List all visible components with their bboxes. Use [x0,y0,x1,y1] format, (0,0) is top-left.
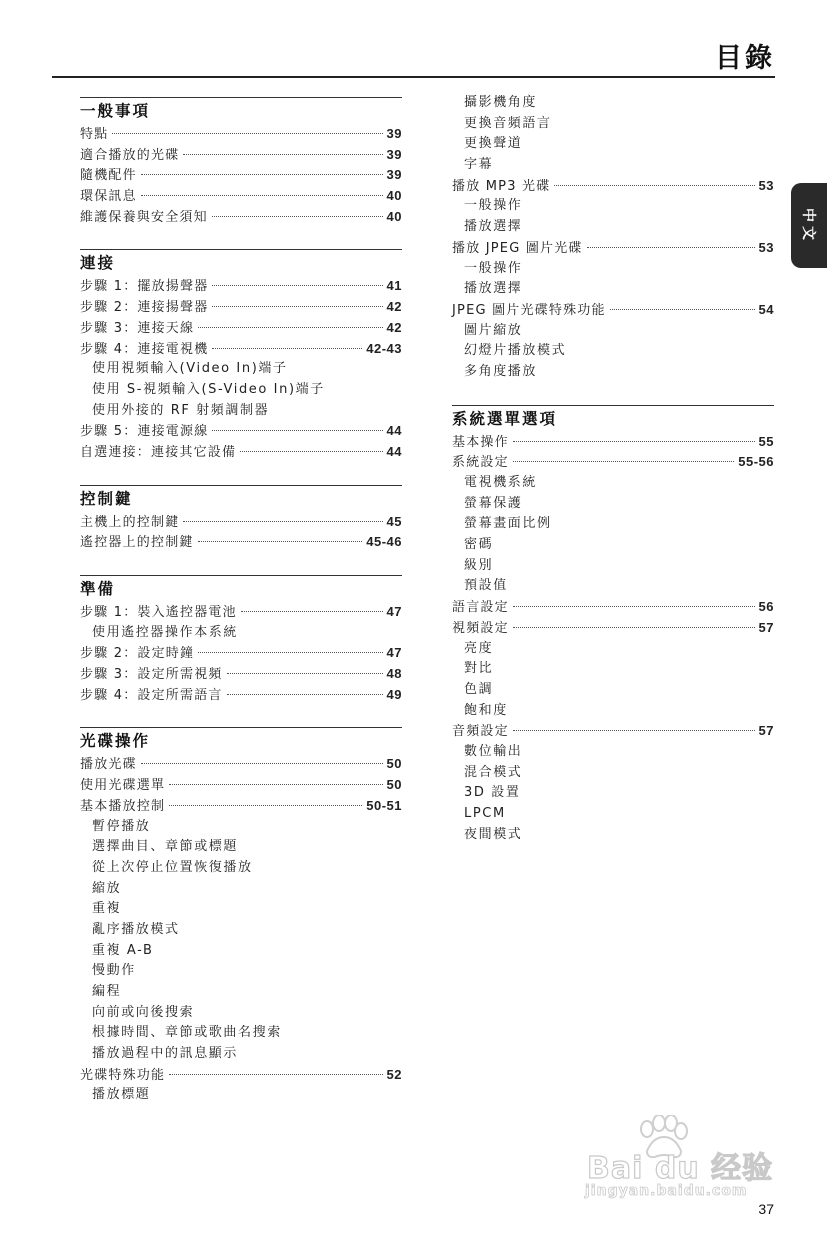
toc-entry-label: 視頻設定 [452,620,509,636]
toc-entry[interactable] [80,165,402,186]
toc-subentry[interactable]: 一般操作 [464,198,523,214]
toc-entry-label: 步驟 2：連接揚聲器 [80,300,209,316]
toc-subentry[interactable]: LPCM [464,806,506,821]
toc-entry[interactable] [80,207,402,228]
dot-leader [141,763,383,764]
dot-leader [169,784,382,785]
toc-entry-label: 基本播放控制 [80,798,166,814]
toc-section [452,93,774,383]
toc-subentry[interactable]: 色調 [464,681,494,697]
toc-subentry[interactable]: 從上次停止位置恢復播放 [92,859,253,875]
toc-entry-label: 基本操作 [452,434,509,450]
dot-leader [610,309,755,310]
dot-leader [169,1074,382,1075]
toc-entry-label: 步驟 4：設定所需語言 [80,687,223,703]
toc-entry-label: 播放光碟 [80,757,137,773]
toc-subentry[interactable]: 預設值 [464,578,508,594]
toc-entry-label: 步驟 4：連接電視機 [80,341,209,357]
section-heading: 準備 [80,575,402,602]
dot-leader [169,805,362,806]
toc-page-number: 44 [386,443,402,459]
toc-page-number: 50 [386,777,402,793]
watermark-brand: Bai du 经验 [587,1151,774,1186]
dot-leader [112,133,382,134]
toc-entry[interactable] [80,512,402,533]
toc-page-number: 41 [386,278,402,294]
toc-subentry[interactable]: 數位輸出 [464,743,523,759]
toc-subentry[interactable]: 夜間模式 [464,826,523,842]
baidu-watermark [585,1115,785,1205]
toc-entry[interactable] [80,643,402,664]
toc-section [80,727,402,1106]
toc-entry-label: 播放 JPEG 圖片光碟 [452,240,583,256]
toc-section [80,249,402,462]
toc-entry[interactable] [452,452,774,473]
toc-entry-label: 遙控器上的控制鍵 [80,535,194,551]
toc-subentry[interactable]: 多角度播放 [464,363,538,379]
toc-entry[interactable] [452,618,774,639]
section-heading: 系統選單選項 [452,405,774,432]
toc-subentry[interactable]: 重複 [92,901,122,917]
toc-page-number: 47 [386,604,402,619]
toc-subentry[interactable]: 播放選擇 [464,281,523,297]
toc-page-number: 39 [386,126,402,141]
toc-left-column [80,97,402,1106]
toc-entry-label: 使用光碟選單 [80,778,166,794]
dot-leader [227,694,383,695]
toc-entry-label: 步驟 1：裝入遙控器電池 [80,605,237,620]
toc-entry[interactable] [80,532,402,553]
toc-subentry[interactable]: 使用視頻輸入(Video In)端子 [92,361,288,377]
toc-subentry[interactable]: 圖片縮放 [464,322,523,338]
toc-subentry[interactable]: 縮放 [92,880,122,896]
toc-entry-label: 語言設定 [452,600,509,616]
toc-page-number: 55-56 [738,454,774,470]
toc-section [80,575,402,705]
toc-subentry[interactable]: 使用外接的 RF 射頻調制器 [92,402,270,418]
toc-entry[interactable] [80,1065,402,1086]
dot-leader [198,541,363,542]
dot-leader [513,441,755,442]
toc-subentry[interactable]: 更換聲道 [464,136,523,152]
toc-section [452,405,774,846]
toc-subentry[interactable]: 使用遙控器操作本系統 [92,624,239,640]
toc-page-number: 57 [758,723,774,739]
toc-entry-label: 特點 [80,127,109,142]
toc-page-number: 40 [386,208,402,224]
toc-entry-label: 步驟 3：連接天線 [80,320,195,336]
dot-leader [240,451,382,452]
toc-subentry[interactable]: 字幕 [464,157,494,173]
toc-entry[interactable] [80,145,402,166]
toc-entry-label: 音頻設定 [452,724,509,740]
toc-entry[interactable] [80,664,402,685]
toc-entry[interactable] [452,721,774,742]
toc-page-number: 45-46 [366,534,402,550]
dot-leader [141,174,383,175]
dot-leader [554,185,754,186]
toc-entry[interactable] [80,602,402,623]
dot-leader [141,195,383,196]
toc-subentry[interactable]: 亮度 [464,640,494,656]
toc-entry[interactable] [80,186,402,207]
toc-entry[interactable] [80,796,402,817]
toc-entry[interactable] [80,297,402,318]
dot-leader [513,730,755,731]
toc-entry[interactable] [80,442,402,463]
toc-entry[interactable] [452,432,774,453]
toc-entry-label: 系統設定 [452,455,509,471]
toc-entry-label: 主機上的控制鍵 [80,514,180,530]
dot-leader [212,285,382,286]
toc-subentry[interactable]: 播放選擇 [464,219,523,235]
toc-subentry[interactable]: 一般操作 [464,260,523,276]
toc-entry-label: 適合播放的光碟 [80,147,180,163]
toc-entry[interactable] [452,176,774,197]
toc-subentry[interactable]: 混合模式 [464,764,523,780]
section-heading: 連接 [80,249,402,276]
toc-entry-label: 隨機配件 [80,168,137,184]
toc-entry-label: 維護保養與安全須知 [80,209,208,225]
section-heading: 控制鍵 [80,485,402,512]
dot-leader [212,306,382,307]
toc-subentry[interactable]: 亂序播放模式 [92,921,180,937]
toc-subentry[interactable]: 使用 S-視頻輸入(S-Video In)端子 [92,381,325,397]
section-heading: 一般事項 [80,97,402,124]
toc-entry-label: 環保訊息 [80,189,137,205]
toc-page-number: 45 [386,513,402,529]
toc-subentry[interactable]: 密碼 [464,537,494,553]
toc-page-number: 40 [386,188,402,204]
dot-leader [241,611,383,612]
toc-entry[interactable] [80,421,402,442]
dot-leader [198,652,382,653]
toc-page-number: 39 [386,167,402,183]
toc-subentry[interactable]: 播放過程中的訊息顯示 [92,1046,239,1062]
toc-subentry[interactable]: 選擇曲目、章節或標題 [92,839,239,855]
language-tab-label: 中文 [800,207,816,244]
watermark-url: jingyan.baidu.com [585,1183,748,1199]
toc-entry-label: 自選連接：連接其它設備 [80,444,237,460]
toc-page-number: 50-51 [366,797,402,813]
toc-entry[interactable] [80,775,402,796]
toc-section [80,97,402,227]
toc-page-number: 49 [386,686,402,702]
toc-entry[interactable] [80,685,402,706]
toc-page-number: 42-43 [366,340,402,356]
toc-subentry[interactable]: 慢動作 [92,963,136,979]
toc-subentry[interactable]: 暫停播放 [92,818,151,834]
header-rule [52,76,775,78]
toc-subentry[interactable]: 向前或向後搜索 [92,1004,195,1020]
toc-entry-label: 步驟 2：設定時鐘 [80,646,195,662]
toc-subentry[interactable]: 幻燈片播放模式 [464,343,567,359]
toc-subentry[interactable]: 播放標題 [92,1087,151,1103]
toc-page-number: 56 [758,599,774,615]
toc-page-number: 57 [758,619,774,635]
toc-page-number: 42 [386,299,402,315]
toc-entry[interactable] [452,300,774,321]
section-heading: 光碟操作 [80,727,402,754]
toc-subentry[interactable]: 螢幕保護 [464,495,523,511]
toc-section [80,485,402,553]
toc-entry[interactable] [80,318,402,339]
toc-subentry[interactable]: 攝影機角度 [464,95,538,110]
toc-entry[interactable] [80,339,402,360]
toc-page-number: 53 [758,177,774,193]
toc-right-column [452,93,774,845]
toc-entry-label: 步驟 3：設定所需視頻 [80,667,223,683]
toc-page-number: 47 [386,645,402,661]
language-tab [791,183,827,268]
dot-leader [183,521,382,522]
toc-entry-label: 光碟特殊功能 [80,1067,166,1083]
toc-page-number: 55 [758,433,774,449]
page-number: 37 [758,1201,774,1217]
toc-entry[interactable] [80,124,402,145]
toc-page-number: 54 [758,301,774,317]
toc-subentry[interactable]: 根據時間、章節或歌曲名搜索 [92,1025,282,1041]
toc-subentry[interactable]: 編程 [92,984,122,999]
toc-entry-label: 播放 MP3 光碟 [452,178,551,194]
toc-entry[interactable] [80,754,402,775]
toc-subentry[interactable]: 3D 設置 [464,785,521,801]
toc-page-number: 42 [386,319,402,335]
toc-page-number: 52 [386,1066,402,1082]
dot-leader [183,154,382,155]
toc-page-number: 39 [386,146,402,162]
dot-leader [587,247,755,248]
dot-leader [513,627,755,628]
toc-entry-label: JPEG 圖片光碟特殊功能 [452,302,606,318]
dot-leader [212,216,383,217]
toc-entry-label: 步驟 5：連接電源線 [80,424,209,440]
toc-page-number: 48 [386,666,402,682]
toc-entry[interactable] [452,238,774,259]
dot-leader [212,430,382,431]
dot-leader [198,327,382,328]
toc-subentry[interactable]: 重複 A-B [92,942,154,958]
toc-subentry[interactable]: 飽和度 [464,702,508,718]
toc-entry[interactable] [452,597,774,618]
toc-subentry[interactable]: 螢幕畫面比例 [464,516,552,532]
toc-subentry[interactable]: 電視機系統 [464,475,538,490]
toc-subentry[interactable]: 更換音頻語言 [464,115,552,131]
toc-subentry[interactable]: 對比 [464,661,494,677]
page-title: 目錄 [715,43,775,74]
toc-page-number: 53 [758,239,774,255]
toc-page-number: 50 [386,756,402,772]
dot-leader [212,348,362,349]
toc-entry[interactable] [80,276,402,297]
toc-page-number: 44 [386,423,402,439]
dot-leader [513,461,734,462]
toc-subentry[interactable]: 級別 [464,557,494,573]
dot-leader [227,673,383,674]
toc-entry-label: 步驟 1：擺放揚聲器 [80,279,209,295]
dot-leader [513,606,755,607]
